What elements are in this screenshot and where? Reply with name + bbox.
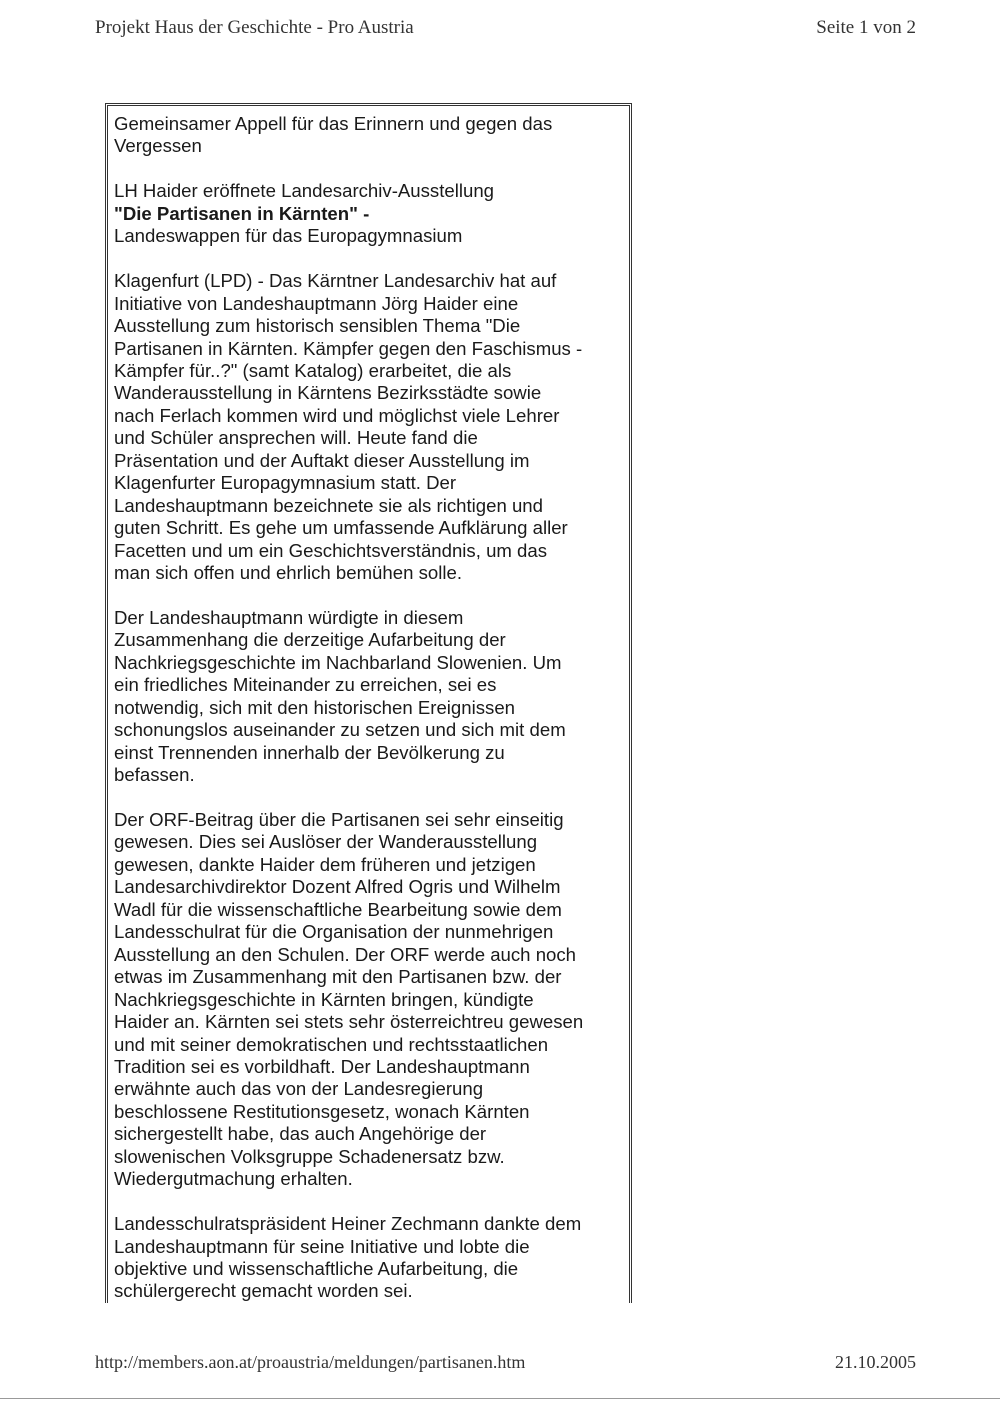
page-number: Seite 1 von 2	[816, 17, 916, 38]
paragraph-line: Initiative von Landeshauptmann Jörg Haider eine	[114, 292, 519, 314]
paragraph-line: gewesen, dankte Haider dem früheren und jetzigen	[114, 853, 536, 875]
article-paragraph	[114, 809, 634, 1191]
paragraph-line: notwendig, sich mit den historischen Ereignissen	[114, 696, 516, 718]
paragraph-line: Wanderausstellung in Kärntens Bezirksstädte sowie	[114, 382, 542, 404]
paragraph-line: erwähnte auch das von der Landesregierung	[114, 1078, 484, 1100]
article-body	[114, 270, 634, 1303]
headline-line: Vergessen	[114, 135, 202, 157]
paragraph-line: Kämpfer für..?" (samt Katalog) erarbeitet, die als	[114, 359, 512, 381]
paragraph-line: schülergerecht gemacht worden sei.	[114, 1280, 413, 1302]
article-paragraph	[114, 270, 634, 584]
paragraph-line: befassen.	[114, 764, 195, 786]
paragraph-line: Ausstellung an den Schulen. Der ORF werde auch noch	[114, 943, 577, 965]
paragraph-line: beschlossene Restitutionsgesetz, wonach Kärnten	[114, 1100, 530, 1122]
paragraph-line: Klagenfurter Europagymnasium statt. Der	[114, 472, 457, 494]
paragraph-line: Der Landeshauptmann würdigte in diesem	[114, 606, 464, 628]
paragraph-line: und Schüler ansprechen will. Heute fand die	[114, 427, 478, 449]
paragraph-line: und mit seiner demokratischen und rechtsstaatlichen	[114, 1033, 549, 1055]
article-content	[114, 113, 634, 1325]
paragraph-line: Landeshauptmann für seine Initiative und lobte die	[114, 1235, 530, 1257]
paragraph-line: etwas im Zusammenhang mit den Partisanen bzw. der	[114, 966, 562, 988]
paragraph-line: guten Schritt. Es gehe um umfassende Aufklärung aller	[114, 517, 568, 539]
headline-line: Gemeinsamer Appell für das Erinnern und gegen das	[114, 113, 553, 134]
paragraph-line: Landesarchivdirektor Dozent Alfred Ogris und Wilhelm	[114, 876, 561, 898]
footer-url: http://members.aon.at/proaustria/meldungen/partisanen.htm	[95, 1352, 526, 1372]
paragraph-line: slowenischen Volksgruppe Schadenersatz bzw.	[114, 1145, 505, 1167]
paragraph-line: nach Ferlach kommen wird und möglichst viele Lehrer	[114, 404, 560, 426]
paragraph-line: Klagenfurt (LPD) - Das Kärntner Landesarchiv hat auf	[114, 270, 557, 292]
paragraph-line: Landeshauptmann bezeichnete sie als richtigen und	[114, 494, 543, 516]
paragraph-line: Landesschulratspräsident Heiner Zechmann dankte dem	[114, 1213, 582, 1235]
paragraph-line: gewesen. Dies sei Auslöser der Wanderausstellung	[114, 831, 538, 853]
paragraph-line: Partisanen in Kärnten. Kämpfer gegen den Faschismus -	[114, 337, 583, 359]
exhibition-title: "Die Partisanen in Kärnten" -	[114, 202, 370, 224]
paragraph-line: Landesschulrat für die Organisation der nunmehrigen	[114, 921, 554, 943]
subhead-line: LH Haider eröffnete Landesarchiv-Ausstellung	[114, 180, 495, 202]
article-subhead	[114, 180, 634, 247]
paragraph-line: sichergestellt habe, das auch Angehörige der	[114, 1123, 487, 1145]
article-headline	[114, 113, 634, 158]
paragraph-line: ein friedliches Miteinander zu erreichen, sei es	[114, 674, 497, 696]
paragraph-line: Wadl für die wissenschaftliche Bearbeitung sowie dem	[114, 898, 562, 920]
footer-date: 21.10.2005	[835, 1352, 916, 1372]
paragraph-line: objektive und wissenschaftliche Aufarbeitung, die	[114, 1258, 519, 1280]
paragraph-line: einst Trennenden innerhalb der Bevölkerung zu	[114, 741, 505, 763]
paragraph-line: Nachkriegsgeschichte in Kärnten bringen, kündigte	[114, 988, 534, 1010]
paragraph-line: Tradition sei es vorbildhaft. Der Landeshauptmann	[114, 1055, 530, 1077]
paragraph-line: Ausstellung zum historisch sensiblen Thema "Die	[114, 315, 521, 337]
page-header-title: Projekt Haus der Geschichte - Pro Austria	[95, 17, 414, 38]
paragraph-line: Haider an. Kärnten sei stets sehr österreichtreu gewesen	[114, 1011, 584, 1033]
paragraph-line: Wiedergutmachung erhalten.	[114, 1168, 353, 1190]
subhead-line: Landeswappen für das Europagymnasium	[114, 225, 463, 247]
paragraph-line: Der ORF-Beitrag über die Partisanen sei sehr einseitig	[114, 808, 564, 830]
paragraph-line: Facetten und um ein Geschichtsverständnis, um das	[114, 539, 548, 561]
paragraph-line: Präsentation und der Auftakt dieser Ausstellung im	[114, 449, 530, 471]
article-paragraph	[114, 607, 634, 787]
bottom-rule	[0, 1398, 1000, 1399]
paragraph-line: Zusammenhang die derzeitige Aufarbeitung der	[114, 629, 506, 651]
paragraph-line: man sich offen und ehrlich bemühen solle.	[114, 562, 462, 584]
article-paragraph	[114, 1213, 634, 1303]
paragraph-line: Nachkriegsgeschichte im Nachbarland Slowenien. Um	[114, 651, 562, 673]
paragraph-line: schonungslos auseinander zu setzen und sich mit dem	[114, 719, 566, 741]
